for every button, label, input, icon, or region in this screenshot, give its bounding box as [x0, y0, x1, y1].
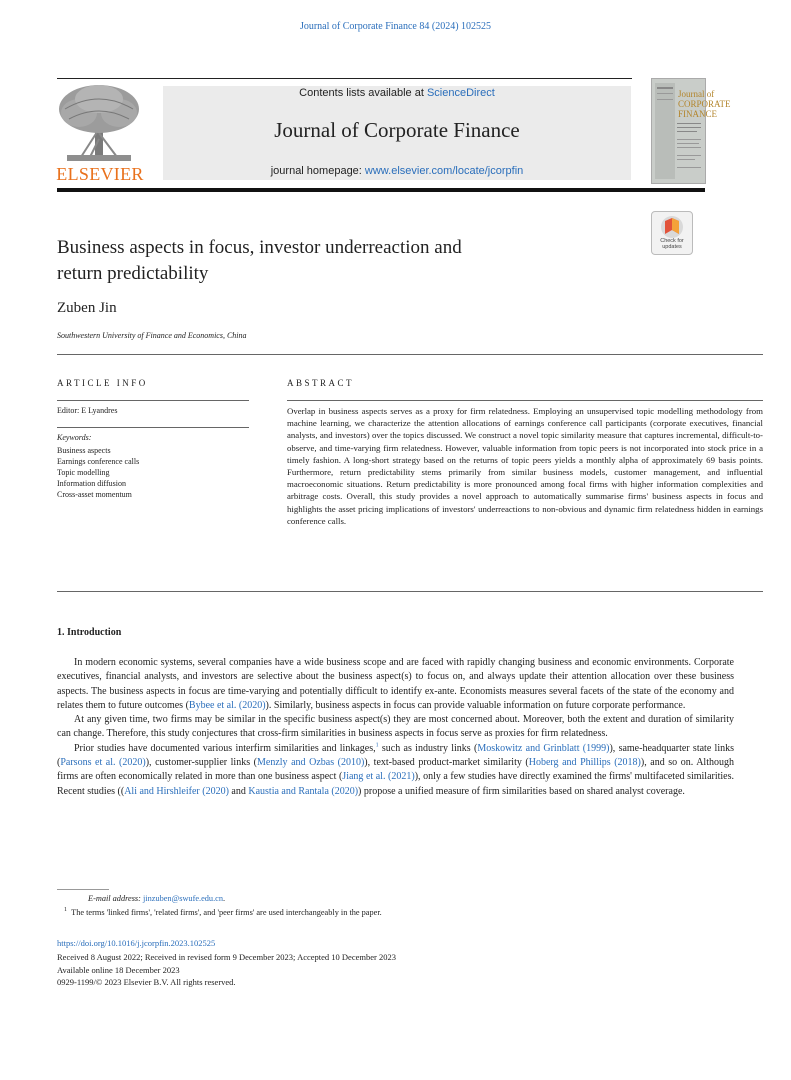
article-title-line: Business aspects in focus, investor underreaction and — [57, 237, 462, 258]
editor-line: Editor: E Lyandres — [57, 406, 118, 415]
email-footnote: E-mail address: jinzuben@swufe.edu.cn. — [88, 894, 226, 903]
text-run: In modern economic systems, several companies have a wide business scope and are faced with rapidly changing business and economic environments. Corporate executives, financial analysts, and investors are selective about the business aspect(s) to focus on, and always update their attention allocation over these business aspects. The business aspects in focus are time-varying and potentially difficult to identify ex-ante. Economists measures several facets of the state of the economy and relates them to future outcomes ( — [57, 657, 734, 711]
contents-availability — [163, 87, 631, 99]
text-run: ) propose a unified measure of firm similarities based on shared analyst coverage. — [358, 785, 685, 797]
email-label: E-mail address: — [88, 894, 143, 903]
abstract-heading: ABSTRACT — [287, 378, 355, 388]
updates-label: updates — [662, 244, 682, 250]
paragraph — [57, 656, 734, 713]
journal-homepage — [163, 165, 631, 177]
article-info-heading: ARTICLE INFO — [57, 378, 148, 388]
citation-link[interactable]: Kaustia and Rantala (2020) — [248, 785, 359, 797]
paragraph: At any given time, two firms may be similar in the specific business aspect(s) they are most concerned about. Moreover, both the extent and duration of similarity can change. Therefore, this study conjectures that cross-firm similarities in business aspects in focus serve as proxies for firm relatedness. — [57, 714, 734, 740]
keyword: Topic modelling — [57, 468, 110, 477]
text-run: Prior studies have documented various interfirm similarities and linkages, — [74, 742, 376, 754]
text-run: and — [228, 785, 249, 797]
divider — [57, 591, 763, 592]
text-run: ), only a few studies have directly examined the firms' multifaceted similarities. Recent studies (( — [57, 771, 735, 797]
article-title-line: return predictability — [57, 263, 209, 284]
homepage-prefix: journal homepage: — [270, 165, 365, 177]
updates-label: Check for — [660, 238, 684, 244]
text-run: such as industry links ( — [378, 742, 478, 754]
introduction-body — [57, 656, 734, 799]
footnote-mark: 1 — [64, 907, 67, 914]
cover-title-line: Journal of — [678, 89, 715, 99]
citation-link[interactable]: Parsons et al. (2020) — [60, 757, 146, 769]
keywords-list — [57, 445, 139, 500]
cover-journal-title — [678, 89, 731, 119]
footnote-ref[interactable]: 1 — [375, 742, 379, 749]
email-link[interactable]: jinzuben@swufe.edu.cn — [143, 894, 223, 903]
doi-link[interactable]: https://doi.org/10.1016/j.jcorpfin.2023.102525 — [57, 938, 216, 948]
keyword: Earnings conference calls — [57, 457, 140, 466]
citation-link[interactable]: Ali and Hirshleifer (2020) — [124, 785, 229, 797]
article-title — [57, 235, 637, 287]
keywords-label: Keywords: — [57, 433, 92, 442]
sciencedirect-link[interactable]: ScienceDirect — [426, 87, 495, 99]
divider — [57, 400, 249, 401]
citation-link[interactable]: Menzly and Ozbas (2010) — [257, 757, 365, 769]
keyword: Business aspects — [57, 446, 111, 455]
abstract-text: Overlap in business aspects serves as a proxy for firm relatedness. Employing an unsupervised topic modelling methodology from machine learning, we characterize the attention allocations of earnings conference call participants (corporate executives, financial analysts, and investors) over the topics discussed. We construct a novel topic similarity measure that captures incremental, difficult-to-observe, and time-varying firm relatedness. However, valuable information from topic peers is not incorporated into stock price in a timely fashion. A long-short strategy based on the returns of topic peers yields a monthly alpha of approximately 69 basis points. Furthermore, return predictability stems primarily from similar business models, customer management, and influential macroeconomic situations. Return predictability is more pronounced among focal firms with higher information complexities and arbitrage costs. Overall, this study provides a novel approach to automatically summarise firms' business aspects in focus and highlights the asset pricing implications of investors' underreactions to non-obvious and dynamic firm relatedness hidden in earnings conference calls. — [287, 406, 763, 526]
citation-link[interactable]: Bybee et al. (2020) — [188, 699, 266, 711]
keyword: Cross-asset momentum — [57, 490, 132, 499]
check-for-updates-icon[interactable] — [651, 211, 693, 255]
copyright-line: 0929-1199/© 2023 Elsevier B.V. All rights reserved. — [57, 977, 236, 987]
footnote-text: The terms 'linked firms', 'related firms', and 'peer firms' are used interchangeably in the paper. — [71, 908, 382, 917]
divider — [57, 427, 249, 428]
author-affiliation: Southwestern University of Finance and Economics, China — [57, 331, 247, 340]
cover-title-line: FINANCE — [678, 109, 718, 119]
journal-title: Journal of Corporate Finance — [274, 118, 520, 142]
publisher-name: ELSEVIER — [56, 164, 144, 184]
journal-citation[interactable]: Journal of Corporate Finance 84 (2024) 102525 — [299, 21, 492, 32]
keyword: Information diffusion — [57, 479, 126, 488]
masthead-bottom-rule — [57, 188, 705, 192]
text-run: ), customer-supplier links ( — [145, 757, 257, 769]
received-dates: Received 8 August 2022; Received in revised form 9 December 2023; Accepted 10 December 2023 — [57, 952, 396, 962]
available-online: Available online 18 December 2023 — [57, 965, 180, 975]
text-run: ). Similarly, business aspects in focus can provide valuable information on future corporate performance. — [265, 699, 686, 711]
paragraph — [57, 742, 734, 799]
homepage-link[interactable]: www.elsevier.com/locate/jcorpfin — [364, 165, 524, 177]
divider — [287, 400, 763, 401]
contents-prefix: Contents lists available at — [299, 87, 427, 99]
footnote-1 — [57, 908, 382, 917]
citation-link[interactable]: Moskowitz and Grinblatt (1999) — [477, 742, 610, 754]
text-run: ), text-based product-market similarity ( — [364, 757, 529, 769]
text-run: ), and so on. Although firms are often economically related in more than one business aspect ( — [57, 757, 734, 783]
citation-link[interactable]: Jiang et al. (2021) — [342, 771, 415, 783]
text-run: ), same-headquarter state links ( — [57, 742, 735, 769]
divider — [57, 354, 763, 355]
journal-masthead — [163, 86, 631, 180]
footnote-divider — [57, 889, 109, 890]
citation-link[interactable]: Hoberg and Phillips (2018) — [528, 757, 641, 769]
cover-title-line: CORPORATE — [678, 99, 731, 109]
header-divider — [57, 78, 632, 79]
author-name[interactable]: Zuben Jin — [57, 300, 117, 316]
section-heading: 1. Introduction — [57, 627, 122, 638]
